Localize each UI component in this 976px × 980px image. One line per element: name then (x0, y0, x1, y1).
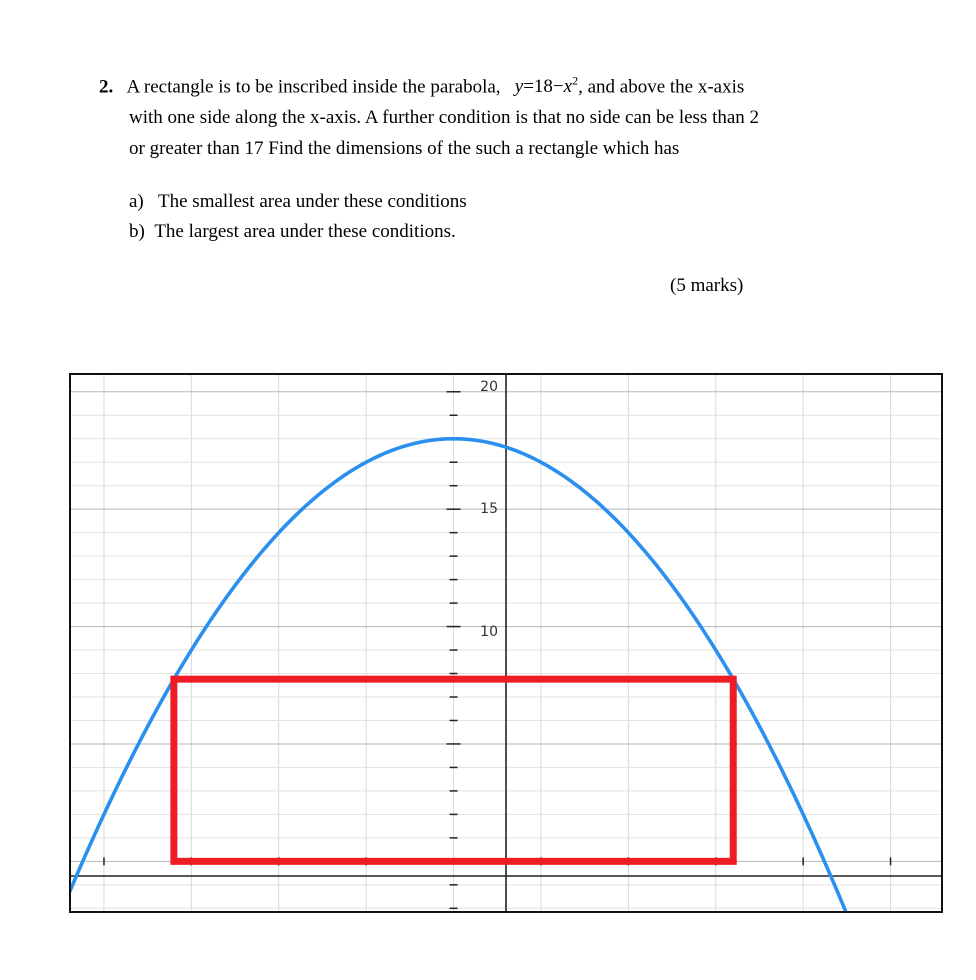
y-tick-label-20: 20 (480, 379, 498, 395)
question-line-2: with one side along the x-axis. A further condition is that no side can be less than 2 (129, 107, 760, 128)
y-tick-label-10: 10 (480, 624, 498, 640)
part-a (129, 191, 467, 213)
question-line1-pre: A rectangle is to be inscribed inside the parabola, (126, 76, 501, 98)
part-b (129, 221, 456, 243)
part-b-label: b) (129, 221, 145, 242)
y-tick-labels (480, 379, 498, 640)
part-a-text: The smallest area under these conditions (158, 191, 467, 212)
part-a-label: a) (129, 191, 144, 212)
question-number: 2. (99, 76, 114, 98)
parabola-graph (69, 373, 943, 913)
equation-x: x (563, 76, 573, 98)
question-line-1 (99, 74, 744, 98)
equation-y: y (514, 76, 524, 98)
equation (515, 76, 578, 97)
part-b-text: The largest area under these conditions. (154, 221, 456, 242)
equation-exponent: 2 (572, 74, 579, 88)
marks: (5 marks) (670, 275, 744, 296)
question-line-3: or greater than 17 Find the dimensions of the such a rectangle which has (129, 138, 680, 159)
question-line1-post: , and above the x-axis (578, 76, 745, 98)
equation-eq: =18− (523, 76, 564, 98)
y-tick-label-15: 15 (480, 501, 498, 517)
